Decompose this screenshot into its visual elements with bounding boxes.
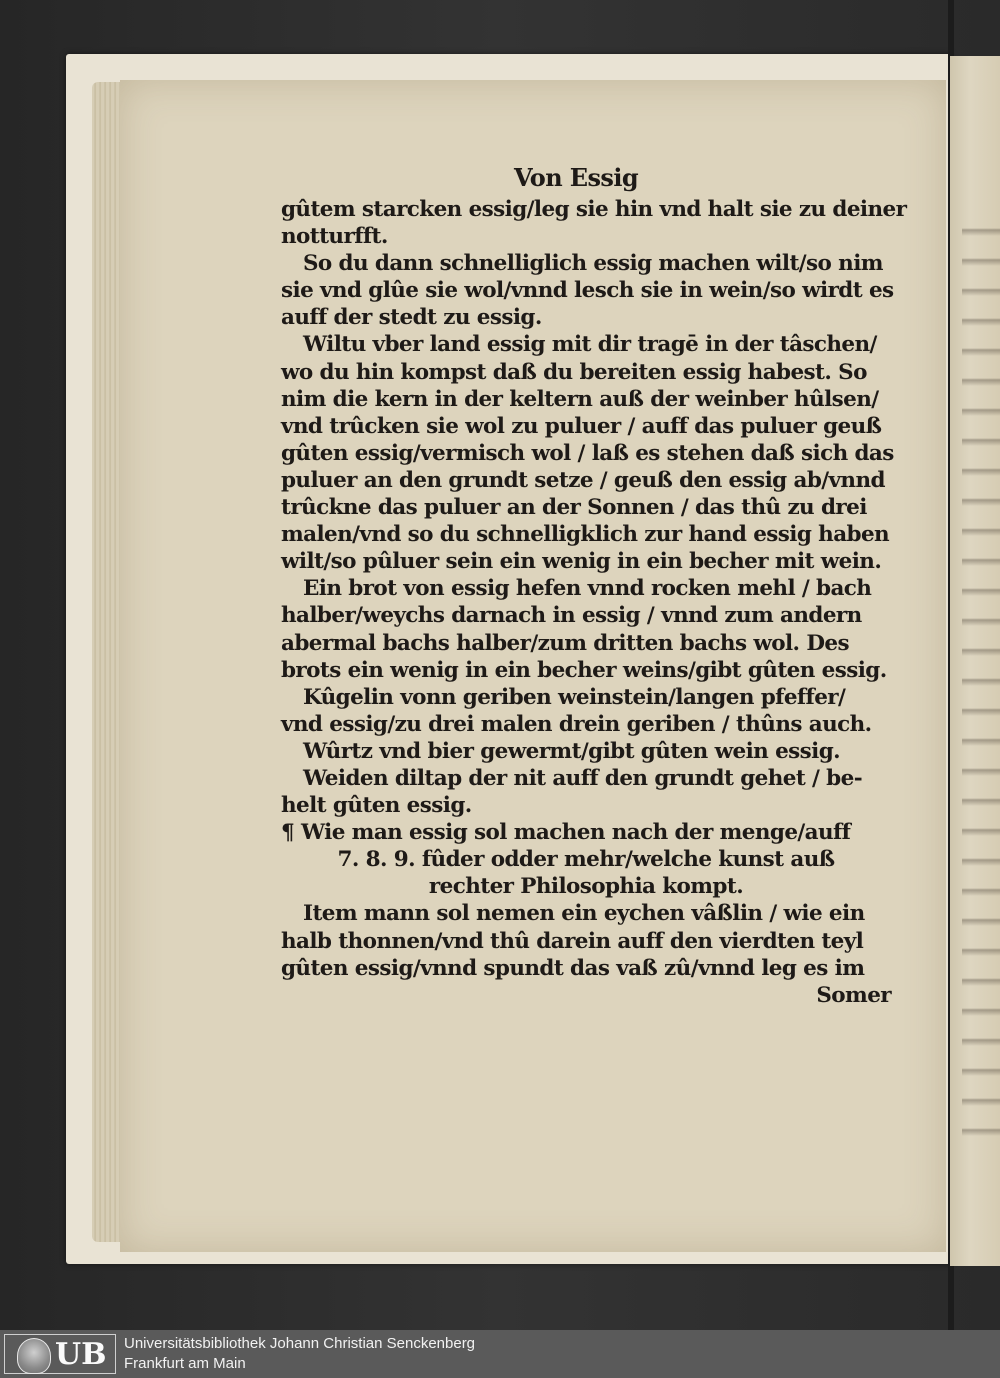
ub-logo: [4, 1334, 116, 1374]
text-line: Weiden diltap der nit auff den grundt gehet / be-: [303, 765, 863, 791]
institution-city: Frankfurt am Main: [124, 1355, 246, 1372]
logo-text: UB: [55, 1337, 107, 1372]
text-line: halber/weychs darnach in essig / vnnd zum andern: [281, 603, 862, 629]
text-line: vnd essig/zu drei malen drein geriben / thûns auch.: [281, 711, 872, 737]
text-line: sie vnd glûe sie wol/vnnd lesch sie in wein/so wirdt es: [281, 278, 894, 304]
library-footer: [0, 1330, 1000, 1378]
text-line: So du dann schnelliglich essig machen wilt/so nim: [303, 251, 883, 277]
text-line: trûckne das puluer an der Sonnen / das thû zu drei: [281, 495, 867, 521]
facing-page-text-ghost: [962, 206, 1000, 1136]
text-line: Kûgelin vonn geriben weinstein/langen pfeffer/: [303, 684, 846, 710]
section-heading-line: ¶ Wie man essig sol machen nach der menge/auff: [281, 820, 851, 846]
text-line: Item mann sol nemen ein eychen vâßlin / wie ein: [303, 901, 865, 927]
text-line: vnd trûcken sie wol zu puluer / auff das puluer geuß: [281, 413, 882, 439]
page-edges: [92, 82, 122, 1242]
text-line: notturfft.: [281, 224, 388, 250]
section-heading-line: 7. 8. 9. fûder odder mehr/welche kunst auß: [337, 847, 835, 873]
text-line: helt gûten essig.: [281, 793, 472, 819]
text-line: brots ein wenig in ein becher weins/gibt gûten essig.: [281, 657, 887, 683]
catchword: Somer: [816, 982, 891, 1008]
institution-name: Universitätsbibliothek Johann Christian Senckenberg: [124, 1335, 476, 1352]
text-line: gûten essig/vnnd spundt das vaß zû/vnnd leg es im: [281, 955, 865, 981]
text-line: abermal bachs halber/zum dritten bachs wol. Des: [281, 630, 849, 656]
text-line: gûtem starcken essig/leg sie hin vnd halt sie zu deiner: [281, 197, 907, 222]
text-line: Wûrtz vnd bier gewermt/gibt gûten wein essig.: [303, 738, 841, 764]
text-line: malen/vnd so du schnelligklich zur hand essig haben: [281, 522, 890, 548]
text-line: nim die kern in der keltern auß der weinber hûlsen/: [281, 386, 879, 412]
running-header: Von Essig: [513, 163, 639, 192]
section-heading-line: rechter Philosophia kompt.: [428, 874, 744, 900]
text-line: Wiltu vber land essig mit dir tragē in der tâschen/: [303, 332, 877, 358]
text-line: Ein brot von essig hefen vnnd rocken mehl / bach: [303, 576, 872, 602]
text-line: gûten essig/vermisch wol / laß es stehen daß sich das: [281, 440, 894, 466]
text-line: auff der stedt zu essig.: [281, 305, 542, 331]
text-line: wo du hin kompst daß du bereiten essig habest. So: [281, 359, 867, 385]
facing-page-edge: [950, 56, 1000, 1266]
page-text: [281, 160, 907, 1009]
text-line: halb thonnen/vnd thû darein auff den vierdten teyl: [281, 928, 864, 954]
portrait-icon: [17, 1338, 51, 1374]
text-line: wilt/so pûluer sein ein wenig in ein becher mit wein.: [281, 549, 882, 575]
text-line: puluer an den grundt setze / geuß den essig ab/vnnd: [281, 467, 885, 493]
